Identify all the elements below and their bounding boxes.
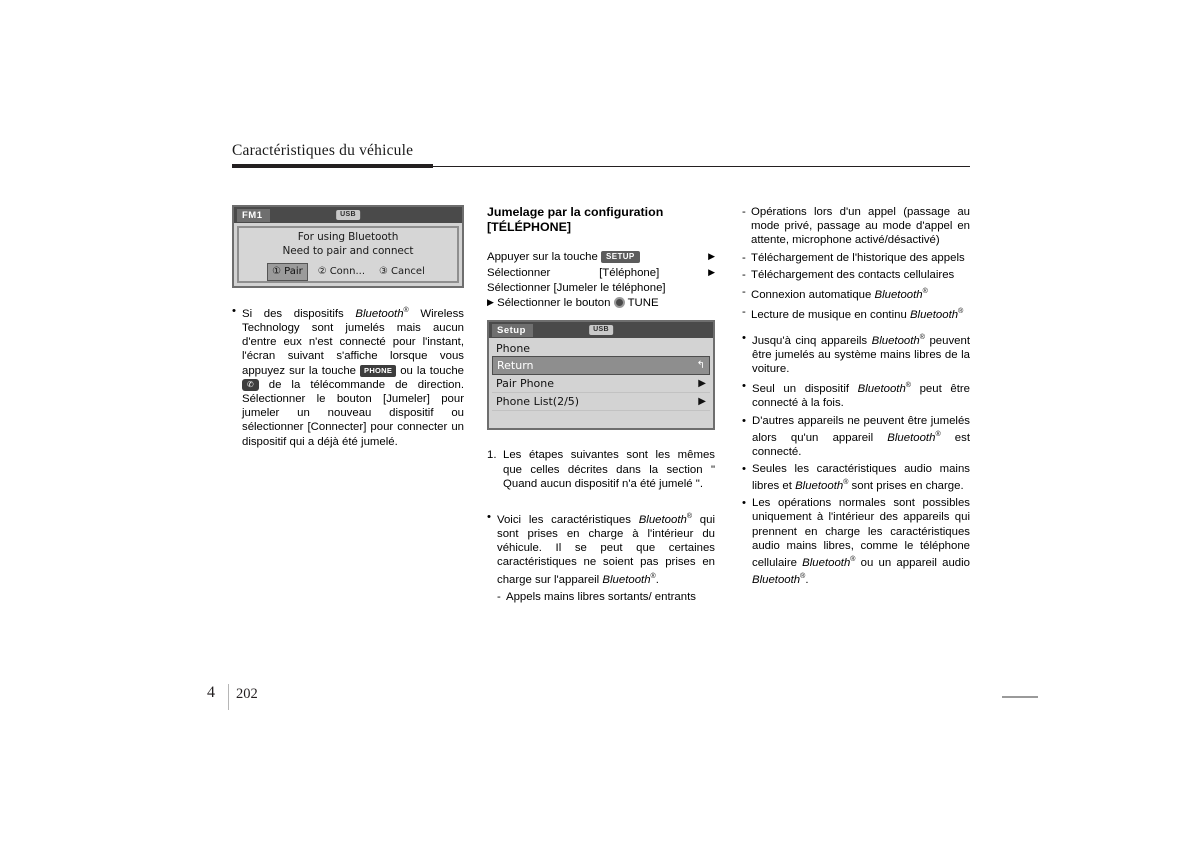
step-arrow-icon: ▶ xyxy=(708,267,715,277)
text-part: Wireless Technology sont jumelés mais aucun d'entre eux n'est connecté pour l'instant, l'écran suivant s'affiche lorsque vous appuyez sur la touche xyxy=(242,307,464,377)
lcd-setup-row-label: Return xyxy=(497,359,534,373)
text-part: sont prises en charge. xyxy=(848,480,964,493)
setup-step-2-left: Sélectionner xyxy=(487,267,551,279)
column-left xyxy=(232,205,464,452)
bluetooth-wordmark: Bluetooth xyxy=(752,573,801,586)
usb-badge-icon: USB xyxy=(589,325,613,335)
dash-marker: - xyxy=(742,268,746,281)
right-bullet-4 xyxy=(742,462,970,493)
middle-bullet-text xyxy=(497,510,715,587)
step-arrow-icon: ▶ xyxy=(487,297,494,308)
setup-step-2-right: [Téléphone] xyxy=(599,267,660,279)
lcd-setup-row-label: Phone List(2/5) xyxy=(496,395,580,409)
list-number: 1. xyxy=(487,449,497,462)
dash-marker: - xyxy=(497,590,501,603)
lcd-cancel-button-label: Cancel xyxy=(390,265,425,277)
right-dash-text: Téléchargement de l'historique des appels xyxy=(751,251,965,264)
text-part: Jusqu'à cinq appareils xyxy=(752,334,872,347)
setup-step-3: Sélectionner [Jumeler le téléphone] xyxy=(487,282,666,294)
registered-mark: ® xyxy=(850,556,856,564)
right-bullet-1 xyxy=(742,331,970,376)
text-part: Connexion automatique xyxy=(751,288,875,301)
lcd-setup-screen xyxy=(487,320,715,430)
text-part: ou la touche xyxy=(396,364,464,377)
lcd-pair-button-label: Pair xyxy=(284,265,303,277)
lcd-pair-body xyxy=(237,226,459,283)
dash-marker: - xyxy=(742,251,746,264)
setup-key-icon: SETUP xyxy=(601,251,640,263)
bullet-marker: • xyxy=(742,463,746,476)
bluetooth-wordmark: Bluetooth xyxy=(638,513,687,526)
text-part: Lecture de musique en continu xyxy=(751,308,910,321)
bluetooth-wordmark: Bluetooth xyxy=(802,556,851,569)
bluetooth-wordmark: Bluetooth xyxy=(887,431,936,444)
lcd-pair-button[interactable] xyxy=(267,263,308,281)
section-title-line1: Jumelage par la configuration xyxy=(487,205,664,219)
lcd-pair-topbar xyxy=(234,207,462,223)
lcd-pair-screen xyxy=(232,205,464,288)
lcd-setup-row-label: Pair Phone xyxy=(496,377,555,391)
left-bullet-paragraph xyxy=(232,304,464,449)
text-part: est connecté. xyxy=(752,431,970,458)
right-bullet-text xyxy=(752,462,970,493)
text-part: Sélectionner le bouton xyxy=(497,297,611,310)
phone-key-icon: PHONE xyxy=(360,365,396,377)
lcd-setup-row-pair-phone[interactable] xyxy=(492,375,710,393)
chapter-number: 4 xyxy=(207,684,215,701)
column-right xyxy=(742,205,970,590)
lcd-connect-button-label: Conn... xyxy=(329,265,365,277)
right-bullet-text xyxy=(752,414,970,459)
bluetooth-wordmark: Bluetooth xyxy=(909,308,959,321)
text-part: Voici les caractéristiques xyxy=(497,513,639,526)
text-part: TUNE xyxy=(627,297,659,310)
setup-step-2 xyxy=(487,265,715,281)
text-part: Seules les caractéristiques audio mains libres et xyxy=(752,463,970,493)
registered-mark: ® xyxy=(922,288,928,296)
setup-step-4 xyxy=(487,295,715,310)
right-bullet-2 xyxy=(742,379,970,410)
dash-marker: - xyxy=(742,306,746,319)
lcd-connect-button-num: ② xyxy=(317,265,327,277)
registered-mark: ® xyxy=(905,382,911,390)
step-arrow-icon: ▶ xyxy=(708,251,715,261)
registered-mark: ® xyxy=(843,479,849,487)
lcd-cancel-button[interactable] xyxy=(375,264,429,280)
right-dash-text: Opérations lors d'un appel (passage au mode privé, passage au mode d'appel en attente, microphone activé/désactivé) xyxy=(751,206,970,247)
bluetooth-wordmark: Bluetooth xyxy=(871,334,920,347)
page-number: 202 xyxy=(236,686,258,702)
header-divider-thick xyxy=(232,164,433,168)
page-footer xyxy=(0,676,1200,716)
bluetooth-wordmark: Bluetooth xyxy=(874,288,923,301)
text-part: Les opérations normales sont possibles uniquement à l'intérieur des appareils qui prennent en charge les caractéristiques audio mains libres, comme le téléphone cellulaire xyxy=(752,497,970,569)
bluetooth-wordmark: Bluetooth xyxy=(355,307,404,320)
lcd-setup-topbar xyxy=(489,322,713,338)
text-part: . xyxy=(655,573,659,586)
right-bullet-text xyxy=(752,496,970,587)
right-bullet-5 xyxy=(742,496,970,587)
bluetooth-wordmark: Bluetooth xyxy=(857,383,906,396)
registered-mark: ® xyxy=(403,307,409,314)
registered-mark: ® xyxy=(958,308,964,316)
page-header xyxy=(232,142,970,169)
tune-knob-icon xyxy=(614,297,625,308)
lcd-setup-row-phone xyxy=(492,340,710,356)
bullet-marker: • xyxy=(742,332,746,345)
usb-badge-icon: USB xyxy=(336,210,360,220)
right-bullet-3 xyxy=(742,414,970,459)
lcd-pair-buttons xyxy=(267,263,429,281)
bullet-marker: • xyxy=(487,511,491,524)
lcd-pair-line2: Need to pair and connect xyxy=(282,244,414,257)
setup-step-1 xyxy=(487,249,715,265)
dash-marker: - xyxy=(742,286,746,299)
lcd-pair-button-num: ① xyxy=(272,265,282,277)
call-handset-icon: ✆ xyxy=(242,379,259,391)
right-dash-item-3 xyxy=(742,268,970,282)
chevron-right-icon: ▶ xyxy=(698,396,706,408)
setup-step-1-text xyxy=(487,249,640,265)
lcd-setup-rows xyxy=(489,338,713,411)
text-part: peuvent être jumelés au système mains libres de la voiture. xyxy=(752,334,970,376)
text-part: D'autres appareils ne peuvent être jumelés alors qu'un appareil xyxy=(752,414,970,444)
lcd-pair-line1: For using Bluetooth xyxy=(297,230,399,243)
right-bullet-text xyxy=(752,331,970,376)
right-dash-text: Téléchargement des contacts cellulaires xyxy=(751,268,955,281)
text-part: peut être connecté à la fois. xyxy=(752,383,970,410)
header-divider-thin xyxy=(433,166,970,167)
numbered-item-text: Les étapes suivantes sont les mêmes que celles décrites dans la section " Quand aucun dispositif n'a été jumelé ". xyxy=(503,449,715,490)
middle-dash-item xyxy=(497,590,715,604)
bluetooth-wordmark: Bluetooth xyxy=(602,573,651,586)
lcd-setup-row-label: Phone xyxy=(496,342,531,356)
right-bullet-text xyxy=(752,379,970,410)
section-title-line2: [TÉLÉPHONE] xyxy=(487,220,571,234)
text-part: Si des dispositifs xyxy=(242,307,356,320)
registered-mark: ® xyxy=(800,573,806,581)
right-dash-item-4 xyxy=(742,285,970,302)
chevron-right-icon: ▶ xyxy=(698,378,706,390)
left-paragraph-text xyxy=(242,304,464,449)
footer-rule-right xyxy=(1002,696,1038,698)
right-dash-text xyxy=(751,285,970,302)
middle-dash-text: Appels mains libres sortants/ entrants xyxy=(506,590,696,603)
text-part: Seul un dispositif xyxy=(752,383,858,396)
setup-steps xyxy=(487,249,715,310)
section-title xyxy=(487,205,715,235)
lcd-connect-button[interactable] xyxy=(314,264,369,280)
lcd-setup-row-phone-list[interactable] xyxy=(492,393,710,411)
bullet-marker: • xyxy=(742,414,746,427)
bullet-marker: • xyxy=(742,497,746,510)
registered-mark: ® xyxy=(919,334,925,342)
numbered-item-1 xyxy=(487,448,715,491)
text-part: qui sont prises en charge à l'intérieur du véhicule. Il se peut que certaines caractéristiques ne soient pas prises en charge sur l'appareil xyxy=(497,513,715,586)
lcd-setup-row-return[interactable] xyxy=(492,356,710,375)
text-part: de la télécommande de direction. Sélectionner le bouton [Jumeler] pour jumeler un nouveau dispositif ou sélectionner [Connecter] pour connecter un dispositif qui a déjà été jumelé. xyxy=(242,378,464,448)
header-divider xyxy=(232,164,970,169)
bullet-marker: • xyxy=(742,380,746,393)
dash-marker: - xyxy=(742,206,746,218)
registered-mark: ® xyxy=(935,430,941,438)
registered-mark: ® xyxy=(650,572,656,580)
page-title: Caractéristiques du véhicule xyxy=(232,142,414,159)
lcd-setup-tab-label: Setup xyxy=(492,324,533,337)
column-middle xyxy=(487,205,715,607)
right-dash-item-2 xyxy=(742,251,970,265)
text-part: . xyxy=(805,573,809,586)
right-dash-text xyxy=(751,305,970,322)
middle-bullet-intro xyxy=(487,510,715,587)
bluetooth-wordmark: Bluetooth xyxy=(795,480,844,493)
text-part: Appuyer sur la touche xyxy=(487,251,598,263)
bullet-marker: • xyxy=(232,305,236,317)
lcd-cancel-button-num: ③ xyxy=(379,265,388,277)
right-dash-item-5 xyxy=(742,305,970,322)
footer-divider xyxy=(228,684,229,710)
lcd-pair-tab-label: FM1 xyxy=(237,209,270,222)
right-dash-item-1 xyxy=(742,205,970,248)
text-part: ou un appareil audio xyxy=(855,556,970,569)
registered-mark: ® xyxy=(686,513,693,521)
return-arrow-icon: ↰ xyxy=(696,360,705,372)
